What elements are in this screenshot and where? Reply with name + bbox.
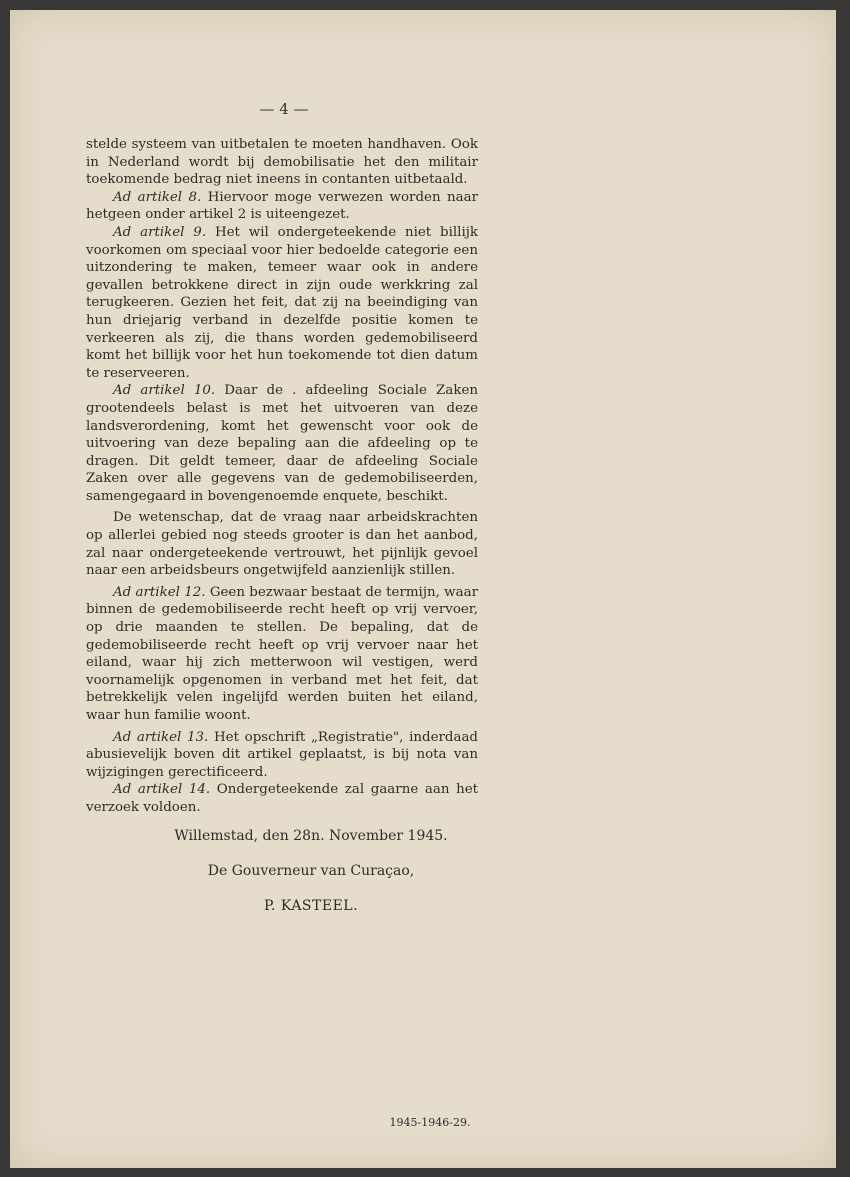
article-label: Ad artikel 9. xyxy=(113,224,207,240)
article-label: Ad artikel 10. xyxy=(113,383,216,399)
paragraph-text: Het wil ondergeteekende niet billijk voorkomen om speciaal voor hier bedoelde categorie een uitzondering te maken, temeer waar ook in andere gevallen betrokkene direct in zijn oude werkkring zal terugkeeren. Gezien het feit, dat zij na beeindiging van hun driejarig verband in dezelfde positie komen te verkeeren als zij, die thans worden gedemobiliseerd komt het billijk voor het hun toekomende tot dien datum te reserveeren. xyxy=(86,224,478,381)
body-text xyxy=(86,136,478,817)
paragraph-text: Het opschrift „Registratie", inderdaad abusievelijk boven dit artikel geplaatst, is bij nota van wijzigingen gerectificeerd. xyxy=(86,729,479,780)
paragraph-continuation xyxy=(86,136,478,189)
paragraph-artikel-9 xyxy=(86,224,478,382)
paragraph-text: stelde systeem van uitbetalen te moeten handhaven. Ook in Nederland wordt bij demobilisatie het den militair toekomende bedrag niet ineens in contanten uitbetaald. xyxy=(86,137,478,188)
paragraph-text: Ondergeteekende zal gaarne aan het verzoek voldoen. xyxy=(86,782,479,815)
governor-title: De Gouverneur van Curaçao, xyxy=(207,863,415,879)
footer-reference: 1945-1946-29. xyxy=(389,1116,471,1129)
governor-signature-name: P. KASTEEL. xyxy=(263,898,359,914)
article-label: Ad artikel 13. xyxy=(113,729,209,745)
paragraph-text: Geen bezwaar bestaat de termijn, waar binnen de gedemobiliseerde recht heeft op vrij vervoer, op drie maanden te stellen. De bepaling, dat de gedemobiliseerde recht heeft op vrij vervoer naar het eiland, waar hij zich metterwoon wil vestigen, werd voornamelijk opgenomen in verband met het feit, dat betrekkelijk velen ingelijfd werden buiten het eiland, waar hun familie woont. xyxy=(86,584,479,723)
article-label: Ad artikel 8. xyxy=(113,189,202,205)
page-number: — 4 — xyxy=(259,100,309,118)
paragraph-artikel-14 xyxy=(86,781,478,816)
paragraph-artikel-13 xyxy=(86,729,478,782)
place-date: Willemstad, den 28n. November 1945. xyxy=(174,828,448,844)
article-label: Ad artikel 12. xyxy=(113,584,206,600)
paragraph-artikel-10 xyxy=(86,382,478,505)
paragraph-artikel-8 xyxy=(86,189,478,224)
article-label: Ad artikel 14. xyxy=(113,782,211,798)
paragraph-text: Daar de . afdeeling Sociale Zaken grootendeels belast is met het uitvoeren van deze landsverordening, komt het gewenscht voor ook de uitvoering van deze bepaling aan die afdeeling op te dragen. Dit geldt temeer, daar de afdeeling Sociale Zaken over alle gegevens van de gedemobiliseerden, samengegaard in bovengenoemde enquete, beschikt. xyxy=(86,383,478,504)
paragraph-text: Hiervoor moge verwezen worden naar hetgeen onder artikel 2 is uiteengezet. xyxy=(86,189,478,223)
document-page xyxy=(10,10,836,1168)
paragraph-artikel-12 xyxy=(86,584,478,725)
paragraph-wetenschap xyxy=(86,509,478,579)
paragraph-text: De wetenschap, dat de vraag naar arbeidskrachten op allerlei gebied nog steeds grooter is dan het aanbod, zal naar ondergeteekende vertrouwt, het pijnlijk gevoel naar een arbeidsbeurs ongetwijfeld aanzienlijk stillen. xyxy=(86,510,478,579)
